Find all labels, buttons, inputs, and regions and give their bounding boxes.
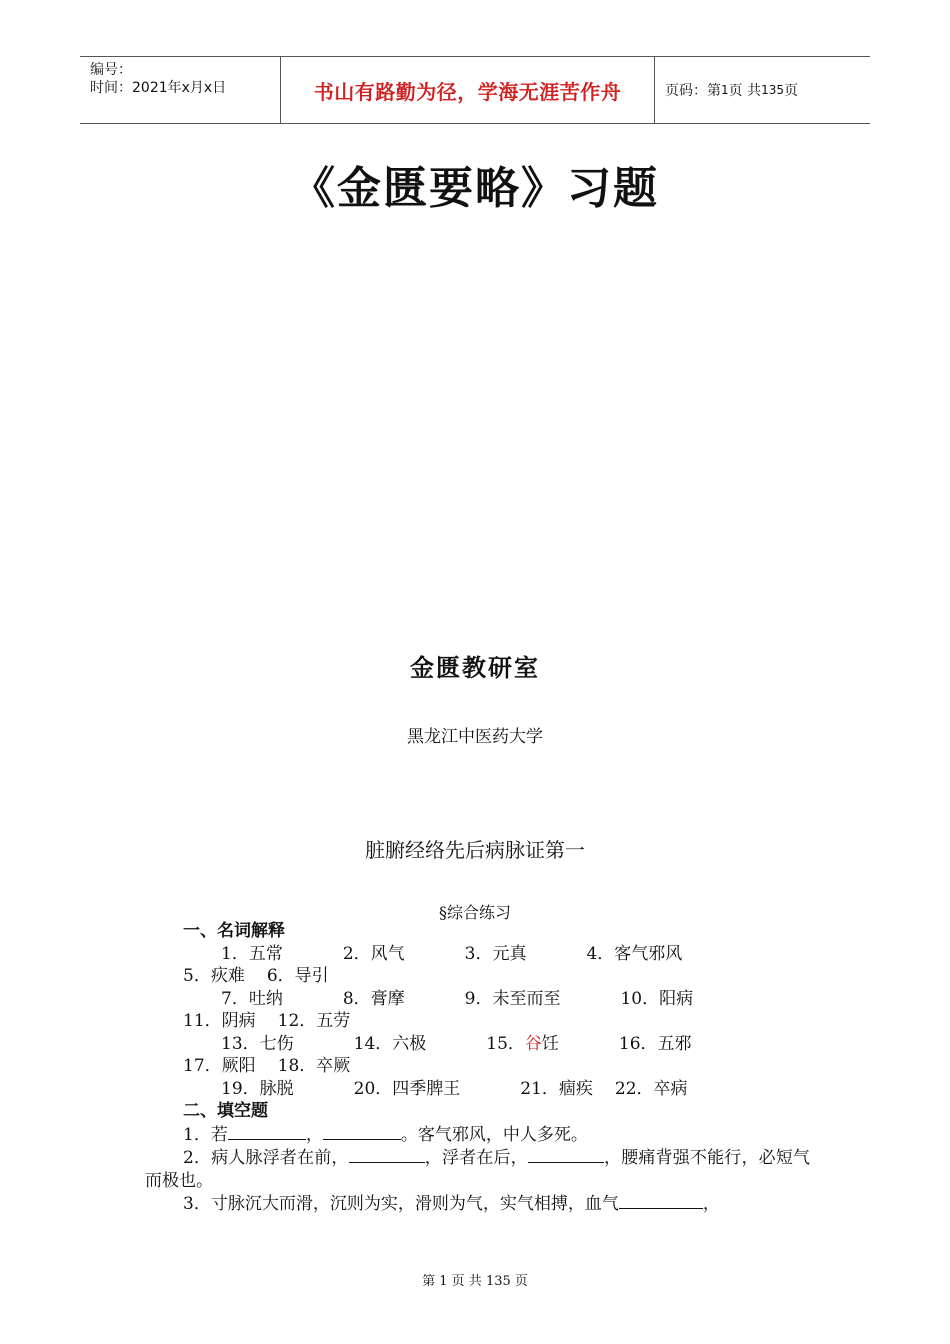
term-item: 9．未至而至 bbox=[464, 988, 561, 1009]
highlighted-char: 谷 bbox=[524, 1033, 542, 1054]
section-heading-fill: 二、填空题 bbox=[183, 1101, 268, 1121]
answer-blank[interactable] bbox=[323, 1123, 401, 1140]
chapter-title: 脏腑经络先后病脉证第一 bbox=[365, 838, 585, 862]
university-name: 黑龙江中医药大学 bbox=[407, 727, 543, 747]
term-item: 2．风气 bbox=[342, 943, 405, 964]
time-label: 时间：2021年x月x日 bbox=[90, 80, 227, 96]
terms-row-1 bbox=[145, 943, 810, 988]
question-text: ， bbox=[305, 1124, 323, 1145]
department-name: 金匮教研室 bbox=[410, 654, 540, 682]
term-item: 1．五常 bbox=[221, 943, 283, 964]
term-item: 17．厥阳 bbox=[183, 1056, 256, 1076]
footer-mid: 页 共 bbox=[451, 1274, 482, 1289]
document-title: 《金匮要略》习题 bbox=[291, 163, 659, 214]
answer-blank[interactable] bbox=[528, 1146, 604, 1163]
terms-row-4 bbox=[145, 1078, 810, 1101]
question-text: ，腰痛背强不能行，必短气而极也。 bbox=[145, 1148, 810, 1191]
footer-prefix: 第 bbox=[422, 1274, 436, 1289]
term-item: 4．客气邪风 bbox=[586, 943, 683, 964]
term-item: 19．脉脱 bbox=[221, 1078, 294, 1099]
term-item-guren bbox=[448, 1033, 559, 1056]
question-text: ， bbox=[702, 1194, 720, 1214]
number-label: 编号： bbox=[90, 62, 132, 78]
question-text: 3．寸脉沉大而滑，沉则为实，滑则为气，实气相搏，血气 bbox=[183, 1194, 619, 1214]
page-suffix: 页 bbox=[784, 83, 798, 99]
answer-blank[interactable] bbox=[349, 1146, 425, 1163]
term-item: 22．卒病 bbox=[614, 1078, 688, 1099]
term-item: 13．七伤 bbox=[221, 1033, 294, 1054]
footer-total-pages: 135 bbox=[485, 1274, 511, 1289]
answer-blank[interactable] bbox=[228, 1123, 306, 1140]
section-heading-terms: 一、名词解释 bbox=[183, 921, 285, 941]
exercise-content bbox=[145, 920, 810, 1216]
question-1 bbox=[145, 1123, 810, 1147]
term-item: 5．疢难 bbox=[183, 966, 245, 986]
term-item: 18．卒厥 bbox=[277, 1056, 351, 1076]
term-item: 10．阳病 bbox=[620, 988, 694, 1009]
answer-blank[interactable] bbox=[619, 1192, 703, 1209]
term-item: 14．六极 bbox=[353, 1033, 427, 1054]
term-item: 3．元真 bbox=[464, 943, 527, 964]
question-text: 2．病人脉浮者在前， bbox=[183, 1148, 349, 1168]
header-page-info bbox=[655, 57, 870, 123]
term-item: 12．五劳 bbox=[277, 1011, 351, 1031]
page-current: 1 bbox=[721, 83, 729, 97]
term-item: 6．导引 bbox=[266, 966, 329, 986]
header-motto: 书山有路勤为径，学海无涯苦作舟 bbox=[281, 57, 655, 123]
practice-heading: §综合练习 bbox=[438, 903, 511, 922]
footer-suffix: 页 bbox=[514, 1274, 528, 1289]
page-footer bbox=[0, 1270, 950, 1289]
question-text: 1．若 bbox=[183, 1124, 228, 1145]
term-item: 7．吐纳 bbox=[221, 988, 283, 1009]
term-rest: 饪 bbox=[541, 1033, 559, 1054]
terms-row-3 bbox=[145, 1033, 810, 1078]
term-item: 11．阴病 bbox=[183, 1011, 256, 1031]
page-header bbox=[80, 56, 870, 124]
term-number: 15． bbox=[486, 1033, 525, 1054]
page-total: 135 bbox=[761, 83, 784, 97]
question-text: ，浮者在后， bbox=[424, 1148, 528, 1168]
term-item: 21．痼疾 bbox=[520, 1078, 593, 1099]
footer-current-page: 1 bbox=[439, 1274, 448, 1289]
terms-row-2 bbox=[145, 988, 810, 1033]
question-text: 。客气邪风，中人多死。 bbox=[400, 1124, 588, 1145]
question-3 bbox=[145, 1192, 810, 1216]
header-meta bbox=[80, 57, 281, 123]
term-item: 8．膏摩 bbox=[342, 988, 405, 1009]
page-mid: 页 共 bbox=[728, 83, 762, 99]
question-2 bbox=[145, 1146, 810, 1192]
page-prefix: 页码：第 bbox=[665, 83, 721, 99]
term-item: 20．四季脾王 bbox=[353, 1078, 461, 1099]
term-item: 16．五邪 bbox=[618, 1033, 692, 1054]
